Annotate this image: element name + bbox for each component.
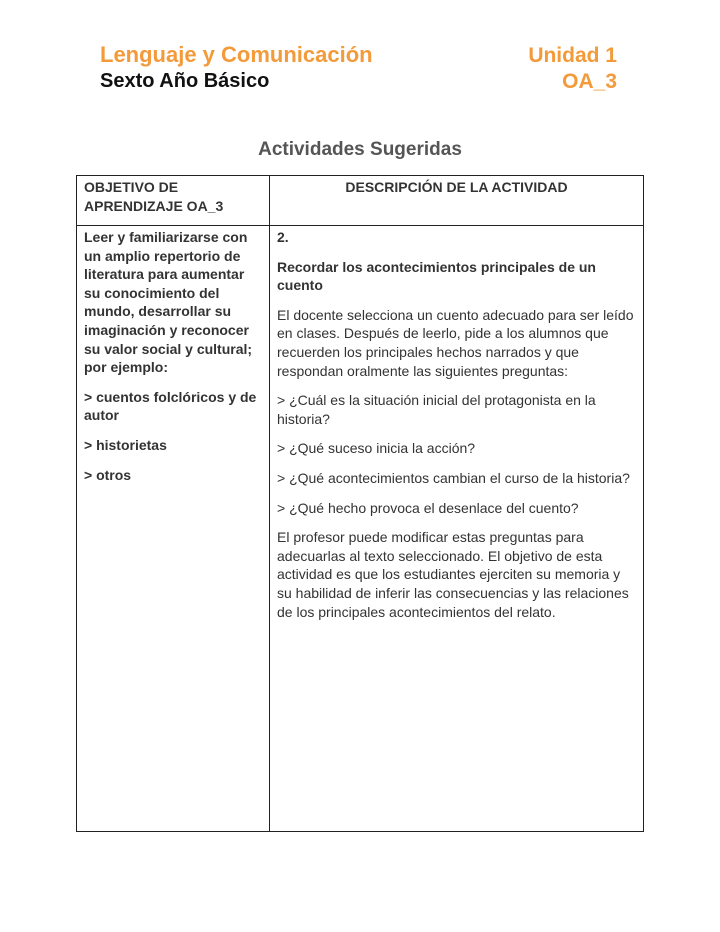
col-header-description: DESCRIPCIÓN DE LA ACTIVIDAD [270, 176, 644, 226]
activity-question: > ¿Qué acontecimientos cambian el curso de la historia? [277, 469, 630, 486]
objective-example: > otros [84, 466, 132, 483]
objective-text: Leer y familiarizarse con un amplio repertorio de literatura para aumentar su conocimiento del mundo, desarrollar su imaginación y reconocer su valor social y cultural; por ejemplo: [84, 229, 253, 376]
section-title: Actividades Sugeridas [258, 139, 462, 160]
objective-example: > historietas [84, 436, 167, 453]
objective-example: > cuentos folclóricos y de autor [84, 388, 257, 424]
activity-title: Recordar los acontecimientos principales de un cuento [277, 258, 596, 294]
subject-title: Lenguaje y Comunicación [100, 42, 373, 67]
table-header-row [77, 176, 644, 226]
activity-question: > ¿Cuál es la situación inicial del protagonista en la historia? [277, 392, 596, 427]
activity-closing: El profesor puede modificar estas preguntas para adecuarlas al texto seleccionado. El objetivo de esta actividad es que los estudiantes ejerciten su memoria y su habilidad de inferir las consecuencias y las relaciones de los principales acontecimientos del relato. [277, 529, 629, 620]
activity-question: > ¿Qué suceso inicia la acción? [277, 440, 476, 457]
activity-question: > ¿Qué hecho provoca el desenlace del cuento? [277, 499, 579, 516]
objective-code: OA_3 [562, 70, 617, 93]
col-header-objective: OBJETIVO DE APRENDIZAJE OA_3 [77, 176, 270, 226]
activities-table [76, 175, 644, 832]
table-row [77, 226, 644, 832]
unit-label: Unidad 1 [528, 44, 617, 67]
activity-intro: El docente selecciona un cuento adecuado para ser leído en clases. Después de leerlo, pide a los alumnos que recuerden los principales hechos narrados y que respondan oralmente las siguientes preguntas: [277, 306, 634, 379]
objective-cell [77, 226, 270, 832]
activity-cell [270, 226, 644, 832]
grade-title: Sexto Año Básico [100, 70, 270, 92]
activity-number: 2. [277, 229, 289, 245]
